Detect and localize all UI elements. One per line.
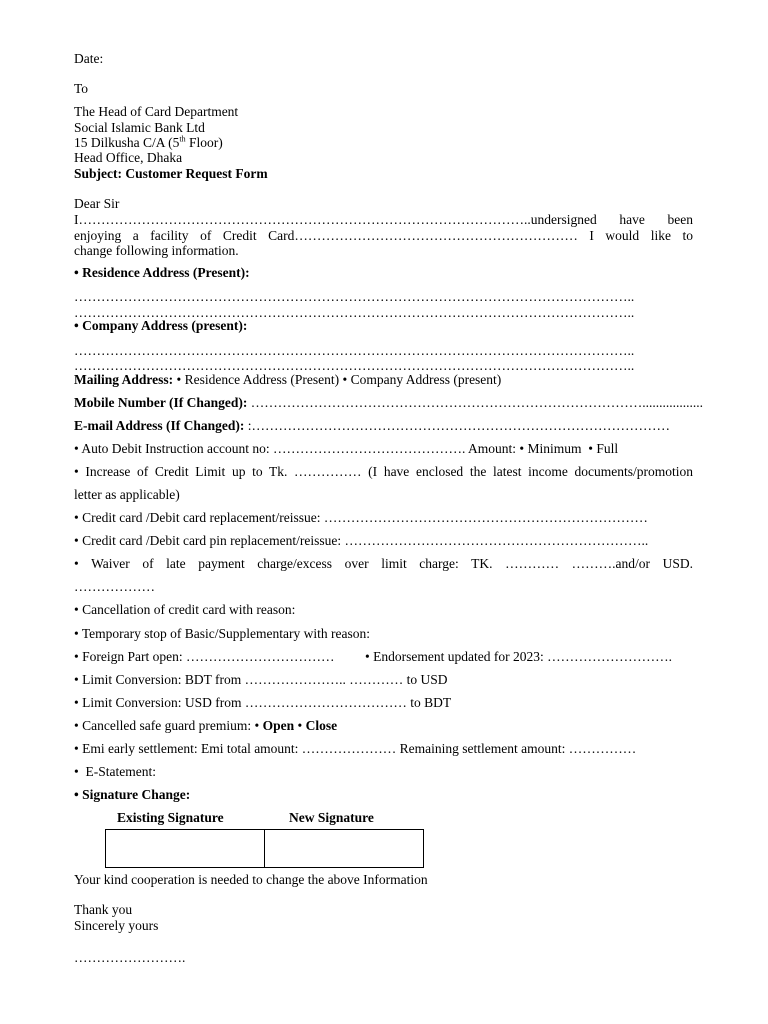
safeguard-premium-row: • Cancelled safe guard premium: • Open • Close xyxy=(74,718,338,733)
bullet-icon: • xyxy=(297,718,303,733)
existing-signature-header: Existing Signature xyxy=(117,810,224,825)
company-address-heading: • Company Address (present): xyxy=(74,318,248,333)
bullet-icon: • xyxy=(74,672,79,687)
emi-settlement-row[interactable]: • Emi early settlement: Emi total amount: ………………… Remaining settlement amount: …………… xyxy=(74,741,637,756)
bullet-icon: • xyxy=(74,695,79,710)
subject-line: Subject: Customer Request Form xyxy=(74,166,268,181)
bullet-icon: • xyxy=(74,533,79,548)
sincerely-text: Sincerely yours xyxy=(74,918,159,933)
option-full[interactable]: Full xyxy=(596,441,619,456)
cooperation-text: Your kind cooperation is needed to change the above Information xyxy=(74,872,428,887)
company-address-line-1[interactable]: …………………………………………………………………………………………………………….. xyxy=(74,343,635,358)
address-line-3: 15 Dilkusha C/A (5th Floor) xyxy=(74,134,223,150)
mailing-option-residence[interactable]: Residence Address (Present) xyxy=(184,372,340,387)
bullet-icon: • xyxy=(588,441,593,456)
endorsement-row[interactable]: • Endorsement updated for 2023: ………………………. xyxy=(365,649,672,664)
thank-you-text: Thank you xyxy=(74,902,133,917)
auto-debit-row[interactable]: • Auto Debit Instruction account no: ……………………………………. Amount: • Minimum • Full xyxy=(74,441,619,456)
bullet-icon: • xyxy=(74,441,79,456)
residence-address-line-1[interactable]: …………………………………………………………………………………………………………….. xyxy=(74,289,635,304)
mobile-number-label: Mobile Number (If Changed): xyxy=(74,395,248,410)
existing-signature-box[interactable] xyxy=(106,830,265,868)
estatement-row[interactable]: • E-Statement: xyxy=(74,764,156,779)
waiver-row[interactable]: • Waiver of late payment charge/excess over limit charge: TK. ………… ……….and/or USD. xyxy=(74,556,693,571)
email-address-row xyxy=(74,418,670,434)
bullet-icon: • xyxy=(519,441,525,456)
bullet-icon: • xyxy=(74,510,79,525)
residence-address-line-2[interactable]: …………………………………………………………………………………………………………….. xyxy=(74,305,635,320)
foreign-part-row[interactable]: • Foreign Part open: …………………………… xyxy=(74,649,335,664)
mailing-option-company[interactable]: Company Address (present) xyxy=(350,372,502,387)
signature-line[interactable]: ……………………. xyxy=(74,950,186,965)
intro-line-1: I………………………………………………………………………………………..undersigned have been xyxy=(74,212,693,227)
bullet-icon: • xyxy=(74,464,79,479)
mobile-number-field[interactable]: …………………………………………………………………………….................. xyxy=(250,395,703,410)
residence-address-heading: • Residence Address (Present): xyxy=(74,265,250,280)
bullet-icon: • xyxy=(74,764,79,779)
option-minimum[interactable]: Minimum xyxy=(527,441,582,456)
signature-table xyxy=(105,829,424,868)
bullet-icon: • xyxy=(74,649,79,664)
to-label: To xyxy=(74,81,89,96)
bullet-icon: • xyxy=(74,265,79,280)
limit-conversion-bdt-row[interactable]: • Limit Conversion: BDT from ………………….. ………… to USD xyxy=(74,672,448,687)
bullet-icon: • xyxy=(74,556,79,571)
date-label: Date: xyxy=(74,51,104,66)
address-line-4: Head Office, Dhaka xyxy=(74,150,183,165)
new-signature-header: New Signature xyxy=(289,810,374,825)
bullet-icon: • xyxy=(176,372,182,387)
bullet-icon: • xyxy=(74,718,79,733)
bullet-icon: • xyxy=(74,741,79,756)
email-address-field[interactable]: :………………………………………………………………………………… xyxy=(247,418,671,433)
salutation: Dear Sir xyxy=(74,196,120,211)
address-line-1: The Head of Card Department xyxy=(74,104,239,119)
bullet-icon: • xyxy=(74,318,79,333)
option-close[interactable]: Close xyxy=(305,718,338,733)
bullet-icon: • xyxy=(365,649,370,664)
cancellation-row[interactable]: • Cancellation of credit card with reason: xyxy=(74,602,296,617)
mobile-number-row xyxy=(74,395,703,411)
intro-line-2: enjoying a facility of Credit Card……………………………………………………… I would like to xyxy=(74,228,693,243)
address-line-2: Social Islamic Bank Ltd xyxy=(74,120,205,135)
limit-conversion-usd-row[interactable]: • Limit Conversion: USD from ……………………………… to BDT xyxy=(74,695,452,710)
bullet-icon: • xyxy=(342,372,348,387)
bullet-icon: • xyxy=(74,626,79,641)
bullet-icon: • xyxy=(74,787,79,802)
bullet-icon: • xyxy=(74,602,79,617)
card-replacement-row[interactable]: • Credit card /Debit card replacement/reissue: ……………………………………………………………… xyxy=(74,510,648,525)
mailing-address-row xyxy=(74,372,501,388)
option-open[interactable]: Open xyxy=(262,718,295,733)
waiver-row-cont[interactable]: ……………… xyxy=(74,579,155,594)
mailing-address-label: Mailing Address: xyxy=(74,372,174,387)
email-address-label: E-mail Address (If Changed): xyxy=(74,418,245,433)
superscript-th: th xyxy=(179,134,186,144)
bullet-icon: • xyxy=(254,718,260,733)
credit-limit-row[interactable]: • Increase of Credit Limit up to Tk. …………… (I have enclosed the latest income documents/promotion xyxy=(74,464,693,479)
intro-line-3: change following information. xyxy=(74,243,239,258)
credit-limit-row-cont: letter as applicable) xyxy=(74,487,180,502)
pin-replacement-row[interactable]: • Credit card /Debit card pin replacement/reissue: ………………………………………………………….. xyxy=(74,533,649,548)
signature-change-heading: • Signature Change: xyxy=(74,787,191,802)
company-address-line-2[interactable]: …………………………………………………………………………………………………………….. xyxy=(74,358,635,373)
temporary-stop-row[interactable]: • Temporary stop of Basic/Supplementary with reason: xyxy=(74,626,370,641)
new-signature-box[interactable] xyxy=(265,830,424,868)
